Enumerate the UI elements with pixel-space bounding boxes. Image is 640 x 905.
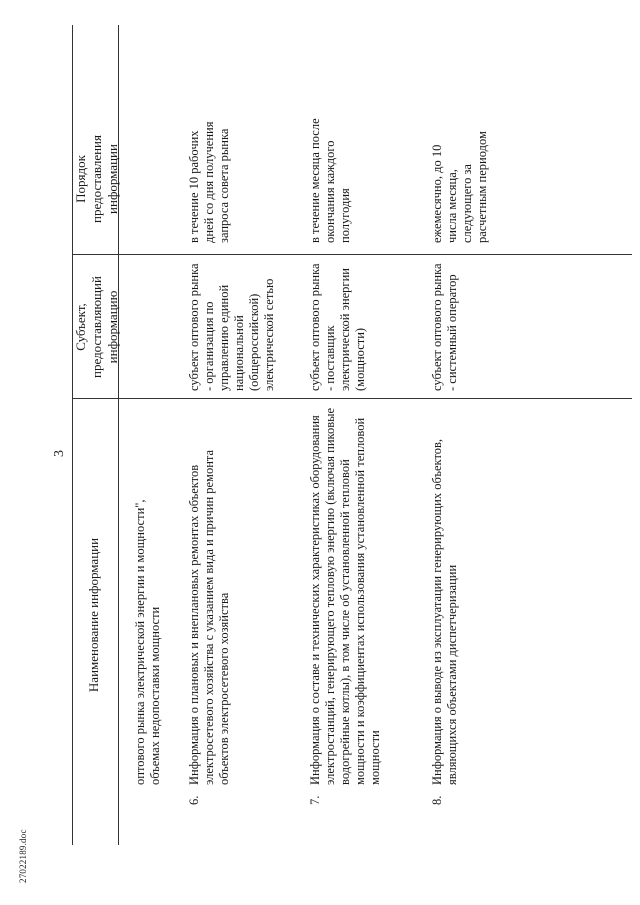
row-8-subject: субъект оптового рынка - системный оператор [430,263,459,391]
row-7-order: в течение месяца после окончания каждого полугодия [308,118,352,243]
table-column-divider-1 [72,398,632,399]
row-6-subject: субъект оптового рынка - организация по управлению единой национальной (общероссийской) электрической сетью [187,263,276,391]
footer-document-id: 27022189.doc [18,829,28,883]
header-name: Наименование информации [86,537,101,693]
table-column-divider-2 [72,254,632,255]
row-7-name: Информация о составе и технических характеристиках оборудования электростанций, генерирующего тепловую энергию (включая пиковые водогрейные котлы), в том числе об установленной тепловой мощности и коэффициентах использования установленной тепловой мощности [308,407,382,785]
row-6-number: 6. [187,795,201,805]
row-8-name: Информация о выводе из эксплуатации генерирующих объектов, являющихся объектами диспетчеризации [430,438,459,785]
row-6-order: в течение 10 рабочих дней со дня получения запроса совета рынка [187,121,231,243]
header-order: Порядок предоставления информации [73,135,120,223]
row-8-number: 8. [430,795,444,805]
row-8-order: ежемесячно, до 10 числа месяца, следующего за расчетным периодом [430,131,489,243]
continuation-name: оптового рынка электрической энергии и мощности", объемах недопоставки мощности [133,499,162,785]
page-number: 3 [52,450,67,457]
row-7-subject: субъект оптового рынка - поставщик электрической энергии (мощности) [308,263,367,391]
row-6-name: Информация о плановых и внеплановых ремонтах объектов электросетевого хозяйства с указанием вида и причин ремонта объектов электросетевого хозяйства [187,449,231,785]
header-subject: Субъект, предоставляющий информацию [73,276,120,378]
row-7-number: 7. [308,795,322,805]
